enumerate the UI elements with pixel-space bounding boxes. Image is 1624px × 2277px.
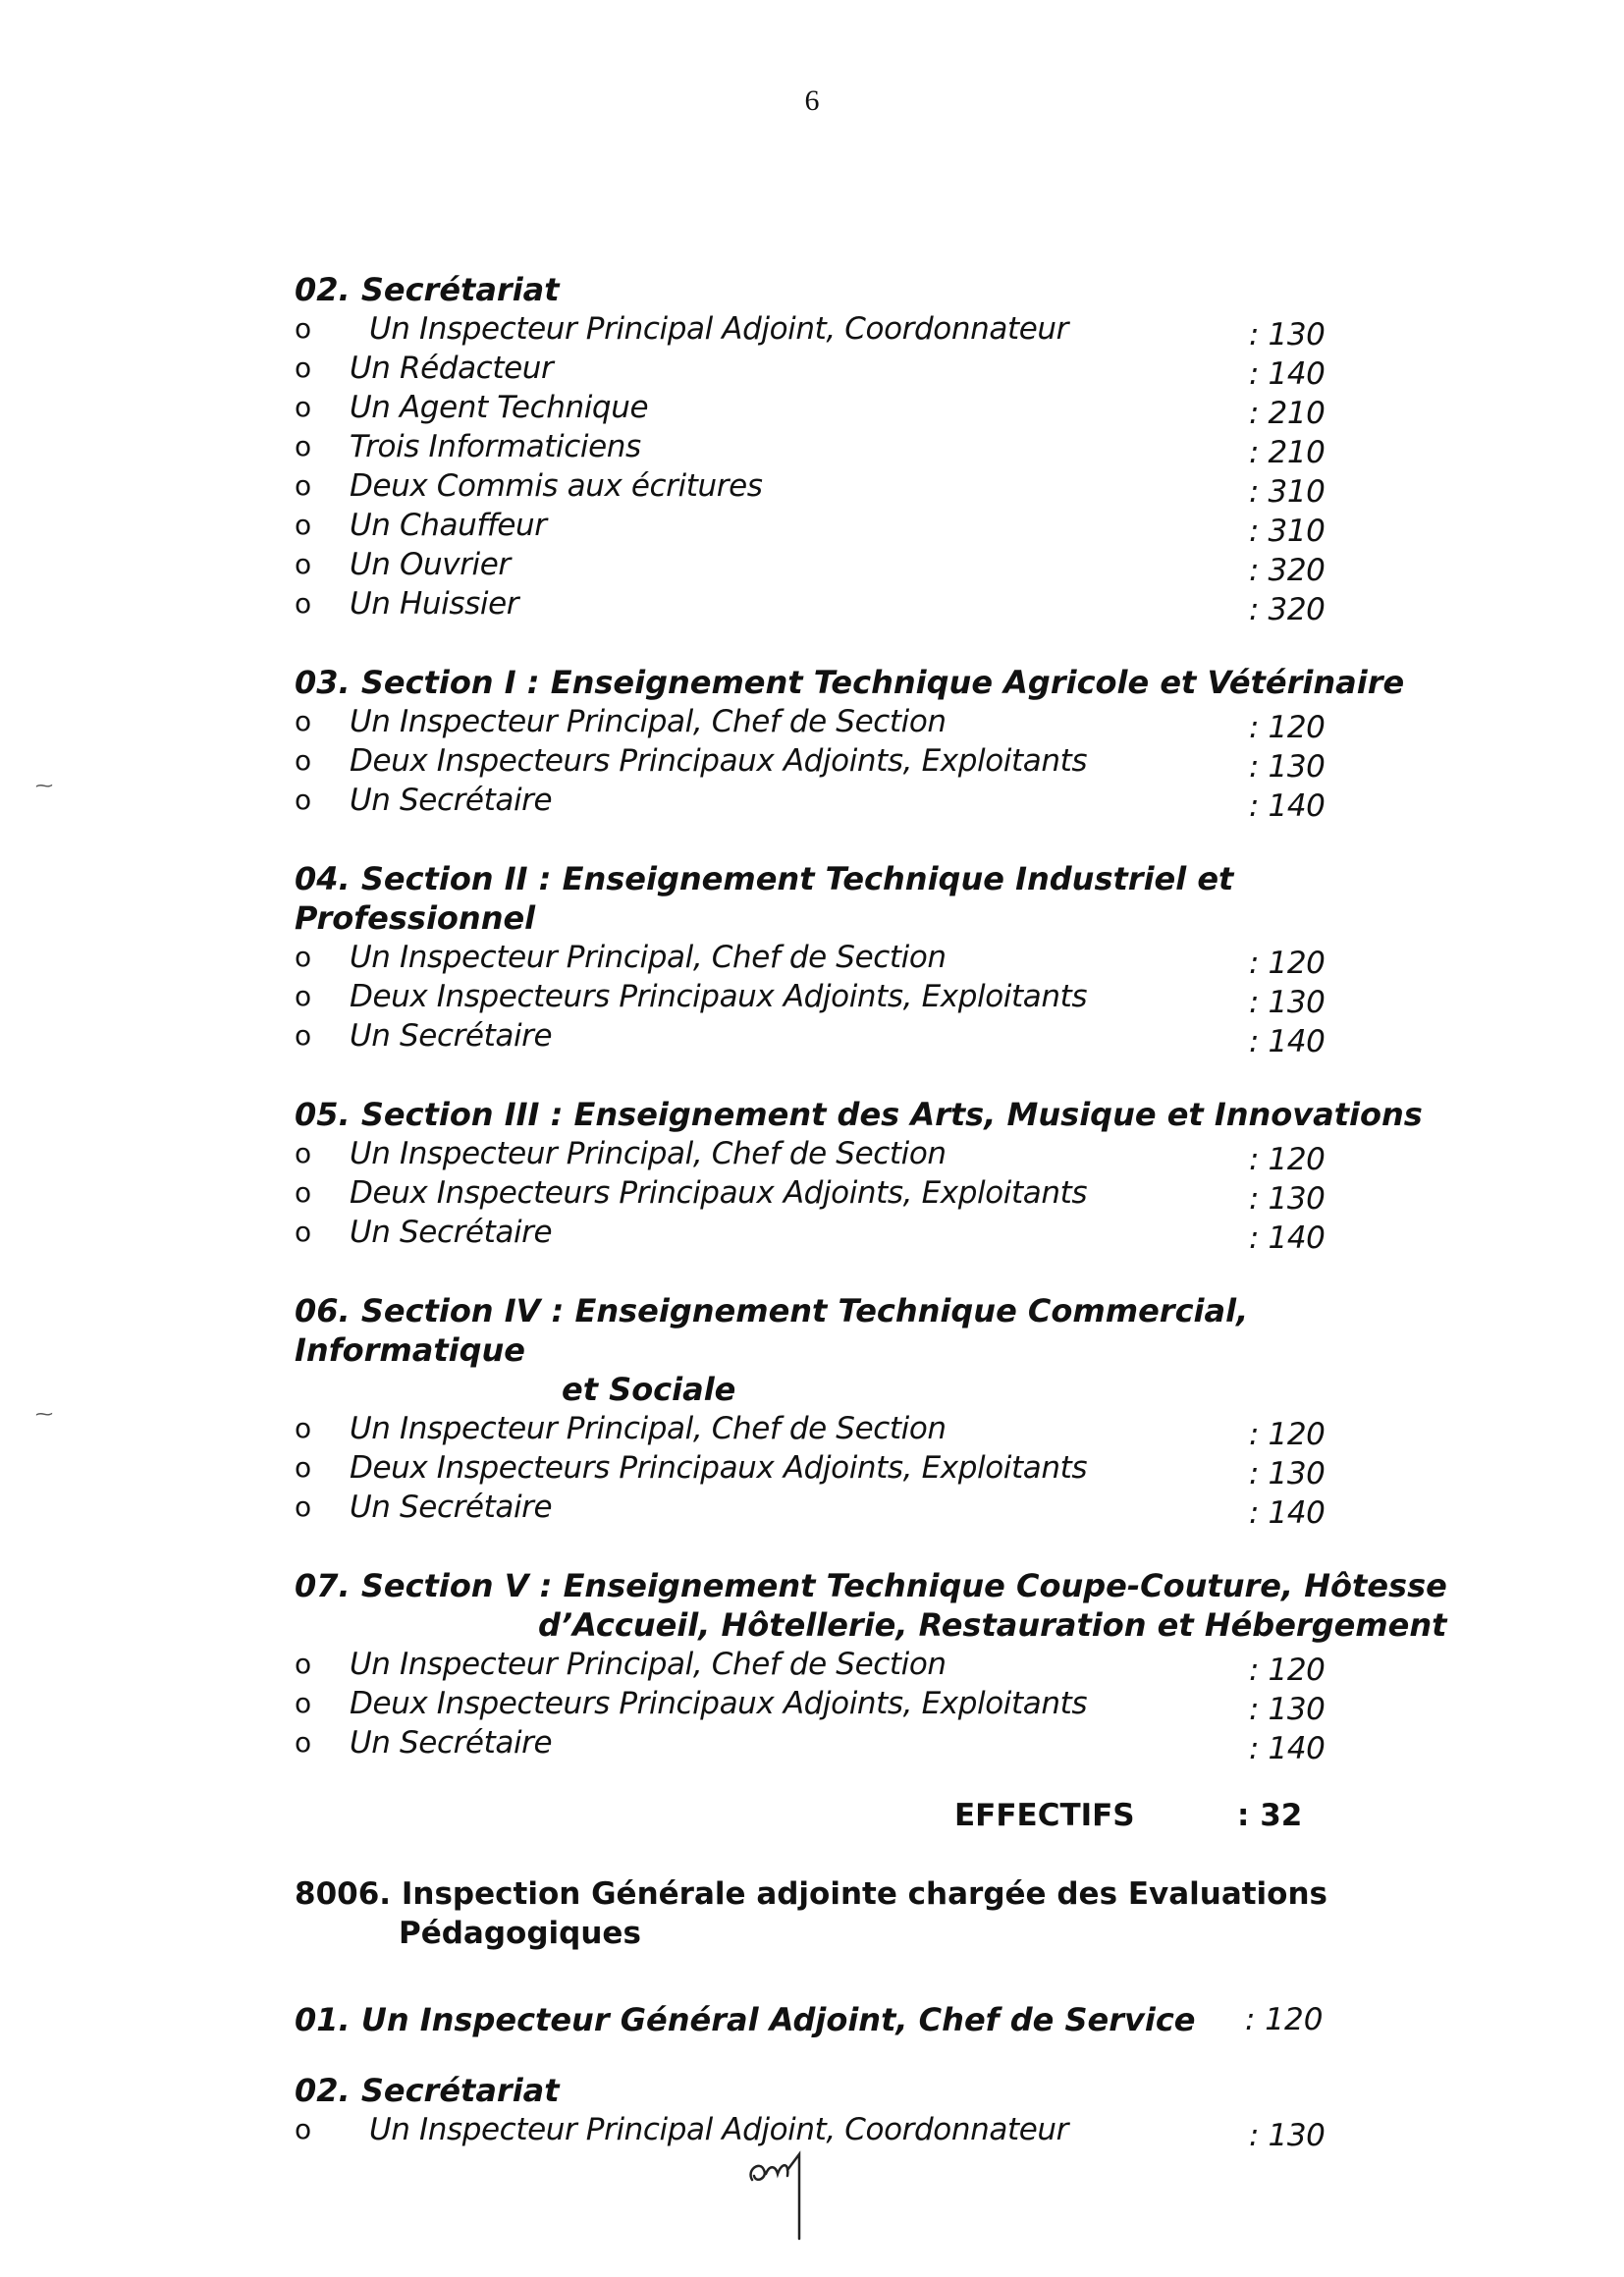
item-value: : 140 <box>1249 788 1326 824</box>
item-value: : 130 <box>1249 1456 1326 1491</box>
margin-mark: ⁓ <box>35 1404 53 1425</box>
item-value: : 140 <box>1249 1024 1326 1059</box>
item-value: : 310 <box>1249 514 1326 549</box>
item-label: Un Rédacteur <box>350 351 554 386</box>
item-label: Deux Inspecteurs Principaux Adjoints, Exploitants <box>350 1450 1088 1486</box>
list-item <box>295 1409 1473 1452</box>
list-item <box>295 1173 1473 1217</box>
bullet-icon: o <box>295 587 311 620</box>
list-item <box>295 1723 1473 1766</box>
item-label: Deux Inspecteurs Principaux Adjoints, Exploitants <box>350 979 1088 1014</box>
bullet-icon: o <box>295 1019 311 1052</box>
secretariat-2-section <box>295 2071 1473 2153</box>
section-heading <box>295 1566 1473 1645</box>
bullet-icon: o <box>295 548 311 580</box>
bullet-icon: o <box>295 391 311 423</box>
sections <box>295 270 1473 1766</box>
item-value: : 130 <box>1249 1181 1326 1217</box>
item-label: Un Secrétaire <box>350 1725 553 1761</box>
list-item <box>295 309 1473 352</box>
list-item <box>295 977 1473 1020</box>
bullet-icon: o <box>295 352 311 384</box>
bullet-icon: o <box>295 941 311 973</box>
bullet-icon: o <box>295 784 311 816</box>
item-value: : 140 <box>1249 356 1326 392</box>
list-item <box>295 1134 1473 1177</box>
bullet-icon: o <box>295 509 311 541</box>
list-item <box>295 349 1473 392</box>
item-value: : 210 <box>1249 435 1326 470</box>
inspection-title-line1: 8006. Inspection Générale adjointe chargée des Evaluations <box>295 1876 1328 1912</box>
item-label: Un Secrétaire <box>350 1018 553 1054</box>
item-label: Un Secrétaire <box>350 1215 553 1250</box>
bullet-icon: o <box>295 430 311 462</box>
item-label: Deux Inspecteurs Principaux Adjoints, Exploitants <box>350 1175 1088 1211</box>
item-value: : 320 <box>1249 592 1326 627</box>
inspecteur-general-label: 01. Un Inspecteur Général Adjoint, Chef de Service <box>295 2001 1196 2038</box>
item-value: : 120 <box>1249 946 1326 981</box>
item-label: Un Huissier <box>350 586 519 622</box>
item-label: Deux Inspecteurs Principaux Adjoints, Exploitants <box>350 743 1088 779</box>
inspecteur-general-value: : 120 <box>1245 2002 1324 2037</box>
item-value: : 120 <box>1249 1653 1326 1688</box>
section <box>295 1291 1473 1531</box>
list-item <box>295 1213 1473 1256</box>
item-value: : 320 <box>1249 553 1326 588</box>
section-heading <box>295 1095 1473 1134</box>
bullet-icon: o <box>295 705 311 737</box>
secretariat-2-heading: 02. Secrétariat <box>295 2072 560 2109</box>
list-item <box>295 466 1473 510</box>
section <box>295 859 1473 1059</box>
bullet-icon: o <box>295 1491 311 1523</box>
list-item <box>295 427 1473 470</box>
item-label: Deux Commis aux écritures <box>350 468 763 504</box>
inspection-title <box>295 1874 1473 1953</box>
inspecteur-general-line <box>295 1998 1473 2041</box>
item-label: Un Inspecteur Principal Adjoint, Coordonnateur <box>369 311 1068 347</box>
item-label: Un Chauffeur <box>350 508 547 543</box>
section-heading <box>295 859 1473 938</box>
page-number: 6 <box>804 84 820 117</box>
item-label: Un Inspecteur Principal, Chef de Section <box>350 704 947 739</box>
item-label: Un Inspecteur Principal Adjoint, Coordonnateur <box>369 2112 1068 2147</box>
item-value: : 310 <box>1249 474 1326 510</box>
section <box>295 270 1473 627</box>
list-item <box>295 1645 1473 1688</box>
item-value: : 130 <box>1249 985 1326 1020</box>
list-item <box>295 2110 1473 2153</box>
section-heading-text: 04. Section II : Enseignement Technique Industriel et Professionnel <box>295 860 1234 937</box>
bullet-icon: o <box>295 2113 311 2145</box>
signature-icon <box>742 2141 811 2249</box>
item-value: : 140 <box>1249 1495 1326 1531</box>
effectifs-value: : 32 <box>1237 1798 1303 1833</box>
item-label: Un Ouvrier <box>350 547 511 582</box>
bullet-icon: o <box>295 1412 311 1444</box>
item-label: Un Secrétaire <box>350 783 553 818</box>
item-value: : 120 <box>1249 710 1326 745</box>
document-body <box>295 270 1473 2153</box>
list-item <box>295 545 1473 588</box>
section-heading-continuation: et Sociale <box>562 1371 736 1408</box>
item-label: Un Inspecteur Principal, Chef de Section <box>350 1411 947 1446</box>
section <box>295 1566 1473 1766</box>
section <box>295 663 1473 824</box>
list-item <box>295 1016 1473 1059</box>
section-heading <box>295 663 1473 702</box>
item-label: Un Inspecteur Principal, Chef de Section <box>350 1136 947 1171</box>
bullet-icon: o <box>295 1726 311 1759</box>
list-item <box>295 388 1473 431</box>
item-label: Un Secrétaire <box>350 1490 553 1525</box>
secretariat-2-items <box>295 2110 1473 2153</box>
item-value: : 130 <box>1249 1692 1326 1727</box>
bullet-icon: o <box>295 1176 311 1209</box>
inspection-title-line2: Pédagogiques <box>399 1916 641 1951</box>
section-heading-text: 05. Section III : Enseignement des Arts, Musique et Innovations <box>295 1096 1423 1133</box>
list-item <box>295 1448 1473 1491</box>
effectifs-label: EFFECTIFS <box>954 1798 1135 1833</box>
item-label: Un Inspecteur Principal, Chef de Section <box>350 1647 947 1682</box>
item-value: : 130 <box>1249 749 1326 785</box>
list-item <box>295 938 1473 981</box>
bullet-icon: o <box>295 1137 311 1169</box>
item-label: Un Agent Technique <box>350 390 649 425</box>
list-item <box>295 1684 1473 1727</box>
item-label: Trois Informaticiens <box>350 429 641 464</box>
item-value: : 120 <box>1249 1142 1326 1177</box>
item-value: : 130 <box>1249 2118 1326 2153</box>
list-item <box>295 781 1473 824</box>
bullet-icon: o <box>295 469 311 502</box>
margin-mark: ⁓ <box>35 776 53 796</box>
effectifs-total <box>295 1798 1473 1841</box>
section-heading-text: 07. Section V : Enseignement Technique Coupe-Couture, Hôtesse <box>295 1567 1447 1604</box>
bullet-icon: o <box>295 980 311 1012</box>
section-heading-text: 02. Secrétariat <box>295 271 560 308</box>
bullet-icon: o <box>295 1687 311 1719</box>
item-label: Deux Inspecteurs Principaux Adjoints, Exploitants <box>350 1686 1088 1721</box>
list-item <box>295 506 1473 549</box>
list-item <box>295 1488 1473 1531</box>
list-item <box>295 741 1473 785</box>
section-heading-text: 03. Section I : Enseignement Technique Agricole et Vétérinaire <box>295 664 1405 701</box>
bullet-icon: o <box>295 1451 311 1484</box>
bullet-icon: o <box>295 1648 311 1680</box>
section-heading-continuation: d’Accueil, Hôtellerie, Restauration et Hébergement <box>538 1606 1447 1644</box>
item-value: : 130 <box>1249 317 1326 352</box>
item-label: Un Inspecteur Principal, Chef de Section <box>350 940 947 975</box>
list-item <box>295 584 1473 627</box>
list-item <box>295 702 1473 745</box>
section <box>295 1095 1473 1256</box>
item-value: : 140 <box>1249 1220 1326 1256</box>
bullet-icon: o <box>295 1216 311 1248</box>
section-heading <box>295 1291 1473 1409</box>
bullet-icon: o <box>295 312 311 345</box>
item-value: : 210 <box>1249 396 1326 431</box>
section-heading-text: 06. Section IV : Enseignement Technique Commercial, Informatique <box>295 1292 1249 1369</box>
bullet-icon: o <box>295 744 311 777</box>
section-heading <box>295 270 1473 309</box>
item-value: : 140 <box>1249 1731 1326 1766</box>
item-value: : 120 <box>1249 1417 1326 1452</box>
